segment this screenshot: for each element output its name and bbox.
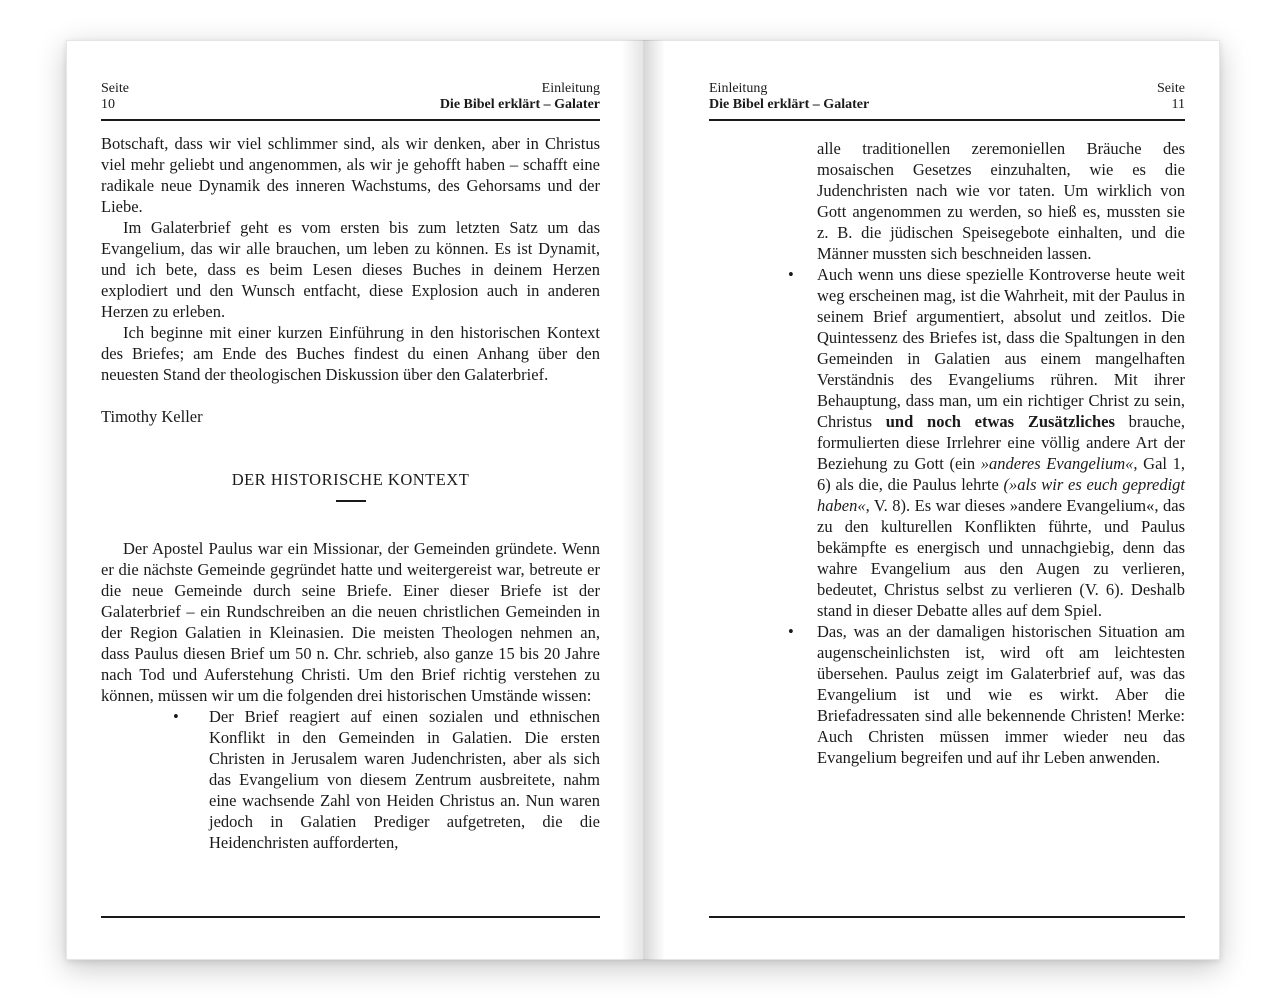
left-page-body <box>101 133 600 853</box>
italic-quote: »anderes Evangelium« <box>980 454 1134 473</box>
book-title: Die Bibel erklärt – Galater <box>709 97 870 112</box>
running-title <box>440 81 600 113</box>
text-run: brauche, formulierten diese Irrlehrer eine völlig andere Art der Beziehung zu Gott (ein <box>817 412 1185 473</box>
running-title <box>709 81 869 113</box>
list-item <box>709 138 1185 264</box>
bullet-dot: • <box>173 707 179 726</box>
list-item-text: Das, was an der damaligen historischen Situation am augenscheinlichsten ist, wird oft am leichtesten übersehen. Paulus zeigt im Galaterbrief auf, was das Evangelium ist und wie es wirkt. Aber die Briefadressaten sind alle bekennende Christen! Merke: Auch Christen müssen immer wieder neu das Evangelium begreifen und auf ihr Leben anwenden. <box>817 622 1185 767</box>
list-item <box>101 706 600 853</box>
page-number-block <box>1157 81 1185 113</box>
page-label: Seite <box>1157 81 1185 96</box>
footer-rule <box>101 916 600 918</box>
bullet-dot: • <box>788 622 794 641</box>
page-label: Seite <box>101 81 129 96</box>
list-item-text: alle traditionellen zeremoniellen Bräuche des mosaischen Gesetzes einzuhalten, wie es die Judenchristen nach wie vor taten. Um wirklich von Gott angenommen zu werden, so hieß es, mussten sie z. B. die jüdischen Speisegebote einhalten, und die Männer mussten sich beschneiden lassen. <box>817 139 1185 263</box>
footer-rule <box>709 916 1185 918</box>
text-run: , V. 8). Es war dieses »andere Evangelium«, das zu den kulturellen Konflikten führte, und Paulus bekämpfte es energisch und unnachgiebig, denn das wahre Evangelium aus den Augen zu verlieren, bedeutet, Christus selbst zu verlieren (V. 6). Deshalb stand in dieser Debatte alles auf dem Spiel. <box>817 496 1185 620</box>
section-title-rule <box>336 500 366 502</box>
paragraph: Botschaft, dass wir viel schlimmer sind, als wir denken, aber in Christus viel mehr geliebt und angenommen, als wir je gehofft haben – schafft eine radikale neue Dynamik des inneren Wachstums, des Gehorsams und der Liebe. <box>101 134 600 216</box>
bullet-list <box>709 138 1185 768</box>
page-number: 11 <box>1171 97 1185 112</box>
list-item-text <box>817 265 1185 620</box>
left-page-header <box>101 81 600 121</box>
chapter-name: Einleitung <box>541 81 600 96</box>
section-title: DER HISTORISCHE KONTEXT <box>231 470 470 489</box>
author-signature: Timothy Keller <box>101 407 203 426</box>
text-run: , Gal 1, 6) als die, die Paulus lehrte <box>817 454 1186 494</box>
book-title: Die Bibel erklärt – Galater <box>439 97 600 112</box>
right-page-body <box>709 138 1185 768</box>
list-item <box>709 621 1185 768</box>
page-number-block <box>101 81 129 113</box>
list-item <box>709 264 1185 621</box>
chapter-name: Einleitung <box>709 81 768 96</box>
book-spread <box>66 40 1220 960</box>
page-number: 10 <box>101 97 115 112</box>
right-page-header <box>709 81 1185 121</box>
bold-text: und noch etwas Zusätzliches <box>885 412 1115 431</box>
paragraph: Der Apostel Paulus war ein Missionar, der Gemeinden gründete. Wenn er die nächste Gemeinde gegründet hatte und weitergereist war, betreute er die neue Gemeinde durch seine Briefe. Einer dieser Briefe ist der Galaterbrief – ein Rundschreiben an die neuen christlichen Gemeinden in der Region Galatien in Kleinasien. Die meisten Theologen nehmen an, dass Paulus diesen Brief um 50 n. Chr. schrieb, also ganze 15 bis 20 Jahre nach Tod und Auferstehung Christi. Um den Brief richtig verstehen zu können, müssen wir um die folgenden drei historischen Umstände wissen: <box>101 539 600 705</box>
text-run: Auch wenn uns diese spezielle Kontroverse heute weit weg erscheinen mag, ist die Wahrheit, mit der Paulus in seinem Brief argumentiert, absolut und zeitlos. Die Quintessenz des Briefes ist, dass die Spaltungen in den Gemeinden in Galatien aus einem mangelhaften Verständnis des Evangeliums rühren. Mit ihrer Behauptung, dass man, um ein richtiger Christ zu sein, Christus <box>817 265 1185 431</box>
paragraph: Im Galaterbrief geht es vom ersten bis zum letzten Satz um das Evangelium, das wir alle brauchen, um leben zu können. Es ist Dynamit, und ich bete, dass es beim Lesen dieses Buches in deinem Herzen explodiert und den Wunsch entfacht, diese Explosion auch in anderen Herzen zu erleben. <box>101 218 600 321</box>
bullet-list <box>101 706 600 853</box>
right-page <box>643 40 1220 960</box>
bullet-dot: • <box>788 265 794 284</box>
list-item-text: Der Brief reagiert auf einen sozialen und ethnischen Konflikt in den Gemeinden in Galatien. Die ersten Christen in Jerusalem waren Judenchristen, aber als sich das Evangelium von diesem Zentrum ausbreitete, nahm eine wachsende Zahl von Heiden Christus an. Nun waren jedoch in Galatien Prediger aufgetreten, die die Heidenchristen aufforderten, <box>209 707 600 852</box>
paragraph: Ich beginne mit einer kurzen Einführung in den historischen Kontext des Briefes; am Ende des Buches findest du einen Anhang über den neuesten Stand der theologischen Diskussion über den Galaterbrief. <box>101 323 600 384</box>
italic-quote: (»als wir es euch gepredigt haben« <box>817 475 1185 515</box>
left-page <box>66 40 643 960</box>
